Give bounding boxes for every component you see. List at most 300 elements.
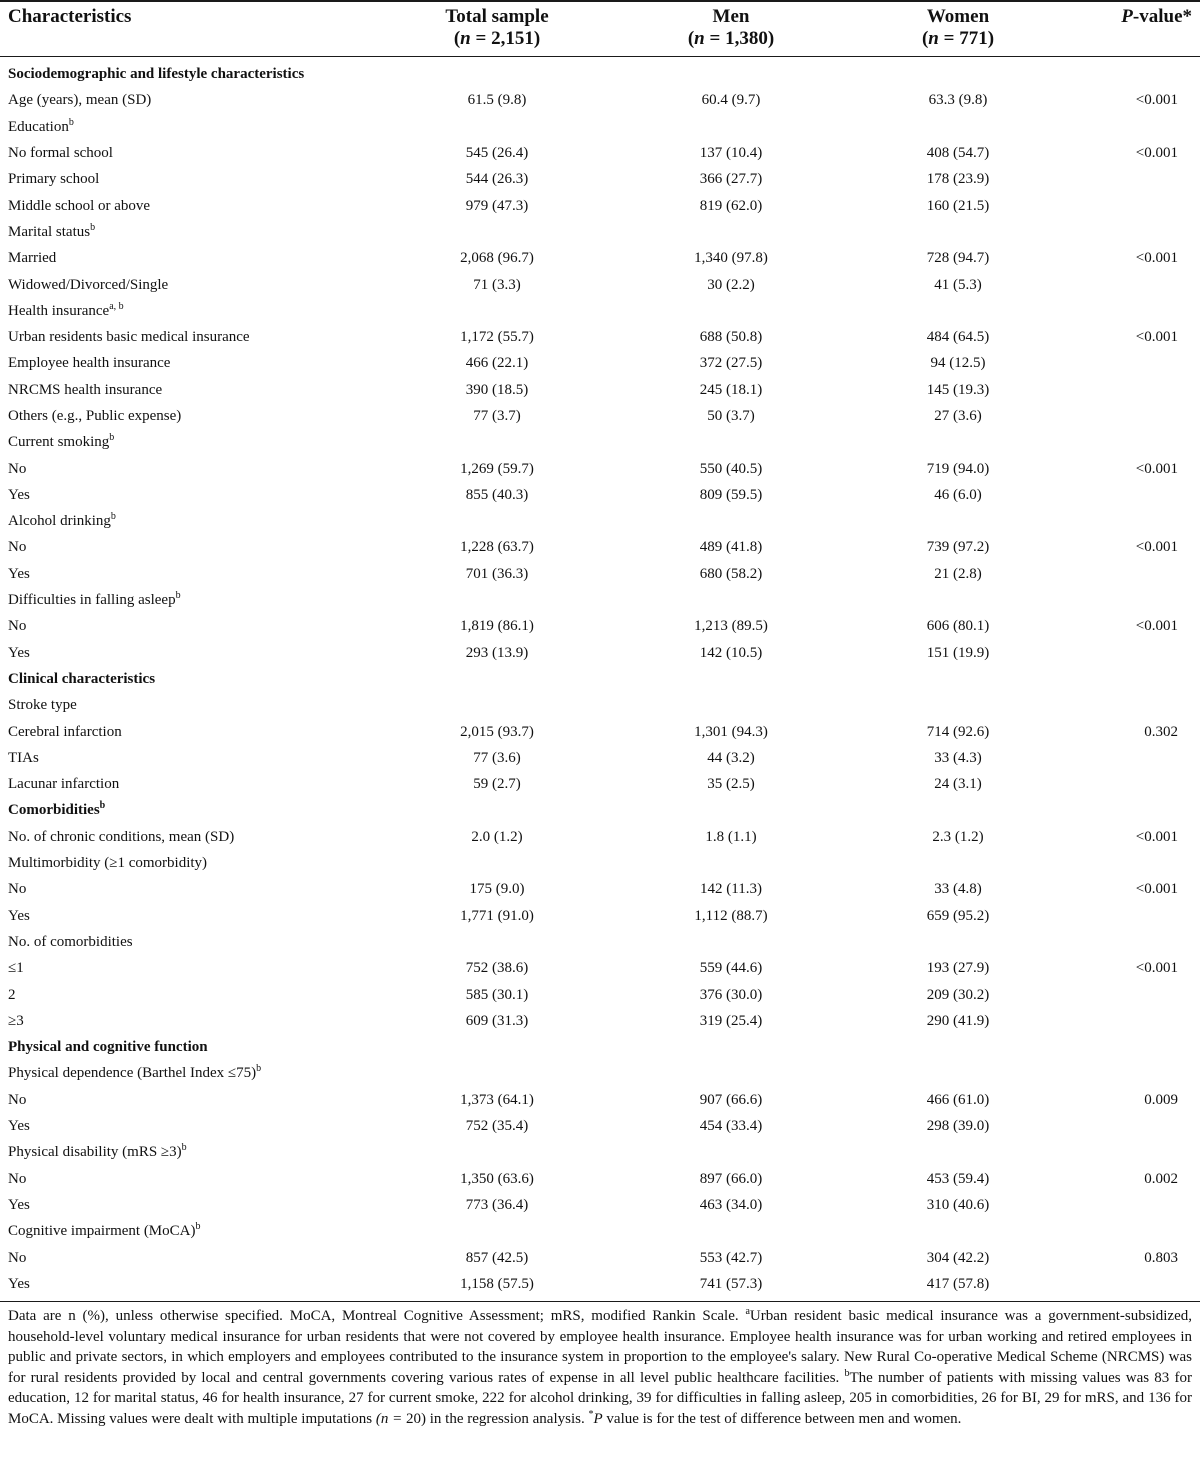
cell-pvalue (1068, 797, 1200, 823)
footnote-part1: Data are n (%), unless otherwise specified. MoCA, Montreal Cognitive Assessment; mRS, modified Rankin Scale. (8, 1307, 746, 1324)
cell-women (848, 114, 1068, 140)
table-row (0, 166, 1200, 192)
header-men (614, 2, 848, 57)
row-label-cell (0, 981, 380, 1007)
cell-pvalue (1068, 929, 1200, 955)
cell-men: 142 (11.3) (700, 881, 762, 898)
table-row (0, 1008, 1200, 1034)
cell-total (380, 1060, 614, 1086)
cell-pvalue: <0.001 (1135, 92, 1178, 109)
row-label-cell (0, 1139, 380, 1165)
cell-pvalue (1068, 166, 1200, 192)
cell-total: 2,015 (93.7) (460, 723, 534, 740)
cell-pvalue: 0.009 (1144, 1091, 1178, 1108)
row-label-cell (0, 377, 380, 403)
cell-men (614, 429, 848, 455)
row-label: No. of chronic conditions, mean (SD) (8, 828, 235, 845)
header-row (0, 2, 1200, 57)
footnote-part2: Urban resident basic medical insurance was a government-subsidized, household-level voluntary medical insurance for urban residents that were not covered by employee health insurance. Employee health insurance was for urban working and retired employees in public and private sectors, in which employers and employees contributed to the insurance system in proportion to the employee's salary. New Rural Co-operative Medical Scheme (NRCMS) was for rural residents provided by local and central governments covering various rates of expense in all level public healthcare facilities. (8, 1307, 1192, 1386)
row-label-cell (0, 192, 380, 218)
table-row (0, 508, 1200, 534)
row-label: Stroke type (8, 697, 77, 714)
table-row (0, 482, 1200, 508)
table-row (0, 981, 1200, 1007)
row-label-cell (0, 666, 380, 692)
cell-women: 2.3 (1.2) (932, 828, 984, 845)
cell-men (614, 1060, 848, 1086)
cell-men: 245 (18.1) (699, 381, 763, 398)
table-row (0, 298, 1200, 324)
cell-total: 293 (13.9) (465, 644, 529, 661)
cell-pvalue (1068, 587, 1200, 613)
cell-total: 1,172 (55.7) (460, 329, 534, 346)
row-label: Education (8, 118, 69, 135)
cell-pvalue (1068, 1139, 1200, 1165)
row-label: Physical and cognitive function (8, 1039, 208, 1056)
table-row (0, 1271, 1200, 1301)
cell-women: 290 (41.9) (926, 1012, 990, 1029)
cell-men (614, 1034, 848, 1060)
cell-pvalue (1068, 692, 1200, 718)
row-label-superscript: b (99, 800, 106, 812)
row-label: Yes (8, 644, 30, 661)
row-label: ≤1 (8, 960, 24, 977)
cell-men: 1,301 (94.3) (694, 723, 768, 740)
cell-men: 35 (2.5) (707, 776, 755, 793)
table-row (0, 324, 1200, 350)
cell-total: 1,350 (63.6) (460, 1170, 534, 1187)
cell-pvalue (1068, 271, 1200, 297)
cell-total: 61.5 (9.8) (467, 92, 527, 109)
row-label-cell (0, 87, 380, 113)
cell-men (614, 850, 848, 876)
table-row (0, 1087, 1200, 1113)
row-label: Yes (8, 1118, 30, 1135)
row-label: Cognitive impairment (MoCA) (8, 1223, 196, 1240)
cell-women (848, 692, 1068, 718)
header-total-n: (n = 2,151) (453, 28, 541, 49)
cell-pvalue (1068, 640, 1200, 666)
table-row (0, 403, 1200, 429)
cell-women: 310 (40.6) (926, 1196, 990, 1213)
row-label-cell (0, 876, 380, 902)
cell-men: 489 (41.8) (699, 539, 763, 556)
cell-pvalue (1068, 1060, 1200, 1086)
row-label: Employee health insurance (8, 355, 171, 372)
cell-total: 175 (9.0) (469, 881, 525, 898)
table-row (0, 745, 1200, 771)
cell-pvalue: <0.001 (1135, 881, 1178, 898)
header-characteristics: Characteristics (8, 6, 132, 27)
cell-men: 50 (3.7) (707, 408, 755, 424)
cell-total: 71 (3.3) (473, 276, 521, 293)
table-row (0, 903, 1200, 929)
cell-women: 178 (23.9) (926, 171, 990, 188)
cell-women: 145 (19.3) (926, 381, 990, 398)
cell-pvalue: <0.001 (1135, 539, 1178, 556)
row-label: Physical dependence (Barthel Index ≤75) (8, 1065, 257, 1082)
cell-total: 1,158 (57.5) (460, 1275, 534, 1292)
header-pvalue: P-value* (1121, 6, 1192, 27)
cell-men: 1,112 (88.7) (694, 907, 768, 924)
row-label: Yes (8, 486, 30, 503)
table-row (0, 587, 1200, 613)
row-label-cell (0, 929, 380, 955)
row-label-superscript: b (110, 511, 116, 523)
cell-pvalue (1068, 745, 1200, 771)
row-label: No formal school (8, 145, 113, 162)
row-label-cell (0, 140, 380, 166)
cell-pvalue (1068, 192, 1200, 218)
row-label: Yes (8, 565, 30, 582)
row-label-cell (0, 1008, 380, 1034)
cell-women (848, 666, 1068, 692)
cell-men: 1,340 (97.8) (694, 250, 768, 267)
footnote-sup-a: a (745, 1305, 750, 1317)
cell-pvalue: 0.302 (1144, 723, 1178, 740)
cell-pvalue (1068, 850, 1200, 876)
cell-total: 585 (30.1) (465, 986, 529, 1003)
cell-pvalue (1068, 561, 1200, 587)
row-label: No. of comorbidities (8, 933, 133, 950)
row-label-cell (0, 955, 380, 981)
row-label: TIAs (8, 749, 39, 766)
cell-men: 376 (30.0) (699, 986, 763, 1003)
cell-women: 453 (59.4) (926, 1170, 990, 1187)
header-women-n: (n = 771) (921, 28, 995, 49)
table-row (0, 1192, 1200, 1218)
row-label-cell (0, 219, 380, 245)
table-row (0, 219, 1200, 245)
cell-women: 298 (39.0) (926, 1118, 990, 1135)
cell-women: 417 (57.8) (926, 1275, 990, 1292)
row-label: Married (8, 250, 57, 267)
cell-men (614, 1218, 848, 1244)
row-label: Lacunar infarction (8, 776, 120, 793)
row-label-superscript: b (256, 1063, 262, 1075)
table-row (0, 534, 1200, 560)
cell-women: 24 (3.1) (934, 776, 982, 793)
table-row (0, 613, 1200, 639)
cell-pvalue: <0.001 (1135, 960, 1178, 977)
cell-men: 44 (3.2) (707, 749, 755, 766)
cell-total: 1,819 (86.1) (460, 618, 534, 635)
cell-pvalue (1068, 57, 1200, 88)
cell-total (380, 298, 614, 324)
table-row (0, 1218, 1200, 1244)
cell-total: 855 (40.3) (465, 486, 529, 503)
cell-total: 979 (47.3) (465, 197, 529, 214)
cell-pvalue: <0.001 (1135, 250, 1178, 267)
cell-women: 714 (92.6) (926, 723, 990, 740)
cell-women (848, 850, 1068, 876)
cell-total: 857 (42.5) (465, 1249, 529, 1266)
header-women (848, 2, 1068, 57)
cell-pvalue (1068, 1271, 1200, 1301)
cell-women: 408 (54.7) (926, 145, 990, 162)
cell-men (614, 692, 848, 718)
cell-men: 319 (25.4) (699, 1012, 763, 1029)
cell-men (614, 587, 848, 613)
row-label-cell (0, 771, 380, 797)
header-men-n: (n = 1,380) (687, 28, 775, 49)
row-label-cell (0, 324, 380, 350)
cell-pvalue (1068, 981, 1200, 1007)
table-row (0, 640, 1200, 666)
cell-women: 193 (27.9) (926, 960, 990, 977)
row-label-cell (0, 245, 380, 271)
row-label: Comorbidities (8, 802, 100, 819)
table-row (0, 271, 1200, 297)
cell-pvalue: <0.001 (1135, 618, 1178, 635)
cell-women (848, 1139, 1068, 1165)
cell-women: 160 (21.5) (926, 197, 990, 214)
cell-total: 77 (3.7) (473, 408, 521, 424)
table-row (0, 1060, 1200, 1086)
row-label: Sociodemographic and lifestyle characteristics (8, 66, 305, 83)
section-row (0, 666, 1200, 692)
cell-women: 63.3 (9.8) (928, 92, 988, 109)
row-label-cell (0, 455, 380, 481)
row-label: Yes (8, 1275, 30, 1292)
cell-men (614, 508, 848, 534)
cell-women: 739 (97.2) (926, 539, 990, 556)
table-row (0, 824, 1200, 850)
row-label-cell (0, 1060, 380, 1086)
row-label-cell (0, 745, 380, 771)
cell-total: 466 (22.1) (465, 355, 529, 372)
cell-total: 1,269 (59.7) (460, 460, 534, 477)
row-label-cell (0, 482, 380, 508)
header-women-label: Women (926, 6, 990, 27)
cell-total (380, 666, 614, 692)
row-label: No (8, 881, 27, 898)
row-label-cell (0, 114, 380, 140)
row-label-cell (0, 1034, 380, 1060)
table-row (0, 876, 1200, 902)
row-label: No (8, 539, 27, 556)
footnote-sup-star: * (588, 1408, 594, 1420)
cell-total (380, 850, 614, 876)
row-label: Yes (8, 1196, 30, 1213)
cell-women: 151 (19.9) (926, 644, 990, 661)
cell-women: 728 (94.7) (926, 250, 990, 267)
row-label-superscript: b (181, 1142, 187, 1154)
cell-pvalue (1068, 377, 1200, 403)
row-label-cell (0, 429, 380, 455)
row-label: Urban residents basic medical insurance (8, 329, 250, 346)
row-label: Widowed/Divorced/Single (8, 276, 169, 293)
row-label-cell (0, 1192, 380, 1218)
cell-women (848, 429, 1068, 455)
row-label: Middle school or above (8, 197, 151, 214)
cell-men: 688 (50.8) (699, 329, 763, 346)
cell-total: 390 (18.5) (465, 381, 529, 398)
table-row (0, 929, 1200, 955)
cell-men: 897 (66.0) (699, 1170, 763, 1187)
cell-pvalue (1068, 1192, 1200, 1218)
cell-total (380, 929, 614, 955)
table-row (0, 692, 1200, 718)
footnote-part3: The number of patients with missing values was 83 for education, 12 for marital status, 46 for health insurance, 27 for current smoke, 222 for alcohol drinking, 39 for difficulties in falling asleep, 205 in comorbidities, 26 for BI, 29 for mRS, and 136 for MoCA. Missing values were dealt with multiple imputations (n = 20) in the regression analysis. (8, 1369, 1192, 1427)
row-label-cell (0, 298, 380, 324)
cell-total: 752 (38.6) (465, 960, 529, 977)
row-label-cell (0, 587, 380, 613)
cell-women: 94 (12.5) (930, 355, 986, 372)
cell-men: 463 (34.0) (699, 1196, 763, 1213)
cell-men (614, 666, 848, 692)
cell-women (848, 797, 1068, 823)
cell-men: 680 (58.2) (699, 565, 763, 582)
cell-total (380, 692, 614, 718)
cell-total: 2.0 (1.2) (471, 828, 523, 845)
row-label: No (8, 1170, 27, 1187)
row-label-cell (0, 718, 380, 744)
row-label: No (8, 1091, 27, 1108)
row-label: NRCMS health insurance (8, 381, 163, 398)
cell-total: 545 (26.4) (465, 145, 529, 162)
row-label: Clinical characteristics (8, 670, 156, 687)
row-label-cell (0, 692, 380, 718)
cell-women: 466 (61.0) (926, 1091, 990, 1108)
header-total (380, 2, 614, 57)
cell-total (380, 1034, 614, 1060)
cell-total: 59 (2.7) (473, 776, 521, 793)
cell-pvalue: 0.002 (1144, 1170, 1178, 1187)
cell-total (380, 57, 614, 88)
cell-pvalue (1068, 1008, 1200, 1034)
cell-pvalue: <0.001 (1135, 460, 1178, 477)
row-label-superscript: a, b (109, 300, 124, 312)
cell-women: 41 (5.3) (934, 276, 982, 293)
table-row (0, 1113, 1200, 1139)
cell-men (614, 797, 848, 823)
row-label-superscript: b (109, 432, 115, 444)
header-men-label: Men (712, 6, 750, 27)
cell-women (848, 1218, 1068, 1244)
table-row (0, 955, 1200, 981)
cell-men: 809 (59.5) (699, 486, 763, 503)
table-row (0, 350, 1200, 376)
table-row (0, 192, 1200, 218)
cell-women (848, 57, 1068, 88)
cell-pvalue: <0.001 (1135, 329, 1178, 346)
cell-pvalue: 0.803 (1144, 1249, 1178, 1266)
cell-pvalue (1068, 508, 1200, 534)
row-label-cell (0, 850, 380, 876)
row-label: Cerebral infarction (8, 723, 122, 740)
cell-total (380, 114, 614, 140)
footnote-part4: P value is for the test of difference between men and women. (593, 1410, 962, 1427)
row-label-cell (0, 1113, 380, 1139)
table-row (0, 455, 1200, 481)
section-row (0, 1034, 1200, 1060)
table-row (0, 87, 1200, 113)
row-label-cell (0, 613, 380, 639)
cell-men (614, 114, 848, 140)
section-row (0, 57, 1200, 88)
cell-women: 659 (95.2) (926, 907, 990, 924)
cell-men: 454 (33.4) (699, 1118, 763, 1135)
cell-pvalue (1068, 350, 1200, 376)
table-row (0, 114, 1200, 140)
table-row (0, 140, 1200, 166)
cell-men (614, 1139, 848, 1165)
row-label: Yes (8, 907, 30, 924)
table-row (0, 718, 1200, 744)
row-label-cell (0, 824, 380, 850)
row-label-cell (0, 797, 380, 823)
row-label-cell (0, 1271, 380, 1301)
cell-men: 30 (2.2) (707, 276, 755, 293)
cell-total: 752 (35.4) (465, 1118, 529, 1135)
table-row (0, 850, 1200, 876)
cell-pvalue (1068, 219, 1200, 245)
table-row (0, 561, 1200, 587)
cell-men (614, 298, 848, 324)
row-label-cell (0, 640, 380, 666)
row-label-cell (0, 1244, 380, 1270)
cell-women: 33 (4.3) (934, 749, 982, 766)
characteristics-table (0, 2, 1200, 1301)
cell-men: 366 (27.7) (699, 171, 763, 188)
row-label-cell (0, 534, 380, 560)
cell-total (380, 219, 614, 245)
cell-total: 773 (36.4) (465, 1196, 529, 1213)
row-label-cell (0, 1165, 380, 1191)
row-label: Primary school (8, 171, 100, 188)
table-row (0, 771, 1200, 797)
cell-total: 2,068 (96.7) (460, 250, 534, 267)
cell-men: 60.4 (9.7) (701, 92, 761, 109)
cell-pvalue (1068, 903, 1200, 929)
cell-pvalue (1068, 403, 1200, 429)
row-label: Current smoking (8, 434, 110, 451)
row-label-superscript: b (68, 116, 74, 128)
cell-pvalue (1068, 1034, 1200, 1060)
table-body (0, 57, 1200, 1301)
cell-women (848, 929, 1068, 955)
row-label: No (8, 618, 27, 635)
row-label: Difficulties in falling asleep (8, 592, 176, 609)
cell-total (380, 508, 614, 534)
row-label-cell (0, 271, 380, 297)
table-row (0, 377, 1200, 403)
row-label-cell (0, 166, 380, 192)
cell-total: 544 (26.3) (465, 171, 529, 188)
cell-pvalue: <0.001 (1135, 145, 1178, 162)
cell-women (848, 587, 1068, 613)
cell-women: 209 (30.2) (926, 986, 990, 1003)
row-label: No (8, 1249, 27, 1266)
cell-women: 304 (42.2) (926, 1249, 990, 1266)
cell-total: 1,771 (91.0) (460, 907, 534, 924)
cell-total (380, 1139, 614, 1165)
cell-pvalue (1068, 298, 1200, 324)
table-row (0, 1139, 1200, 1165)
row-label: Others (e.g., Public expense) (8, 408, 182, 424)
cell-total (380, 587, 614, 613)
row-label: ≥3 (8, 1012, 24, 1029)
row-label-cell (0, 561, 380, 587)
cell-men: 553 (42.7) (699, 1249, 763, 1266)
table-row (0, 429, 1200, 455)
table-footnote (0, 1302, 1200, 1430)
cell-women: 606 (80.1) (926, 618, 990, 635)
row-label-superscript: b (195, 1221, 201, 1233)
row-label-superscript: b (175, 590, 181, 602)
cell-women: 21 (2.8) (934, 565, 982, 582)
